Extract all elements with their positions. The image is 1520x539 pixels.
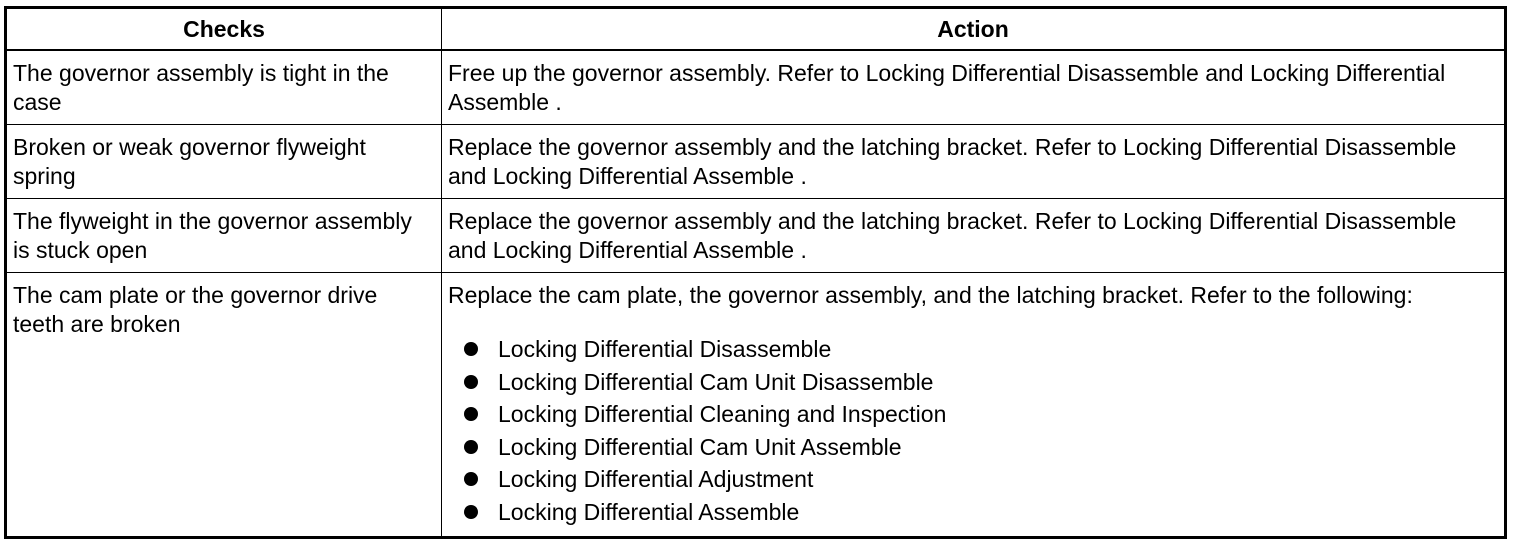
reference-list xyxy=(448,333,1497,529)
action-cell: Replace the governor assembly and the latching bracket. Refer to Locking Differential Disassemble and Locking Differential Assemble . xyxy=(442,125,1506,199)
header-action: Action xyxy=(442,8,1506,51)
header-checks: Checks xyxy=(6,8,442,51)
action-cell-with-list xyxy=(442,273,1506,538)
list-item-text: Locking Differential Disassemble xyxy=(498,336,832,362)
check-cell: The governor assembly is tight in the case xyxy=(6,50,442,125)
table-row xyxy=(6,50,1506,125)
bullet-icon xyxy=(464,505,478,519)
action-cell: Replace the governor assembly and the latching bracket. Refer to Locking Differential Disassemble and Locking Differential Assemble . xyxy=(442,199,1506,273)
diagnostic-table xyxy=(4,6,1507,539)
bullet-icon xyxy=(464,375,478,389)
check-cell: Broken or weak governor flyweight spring xyxy=(6,125,442,199)
table-row xyxy=(6,125,1506,199)
bullet-icon xyxy=(464,472,478,486)
list-item xyxy=(464,463,1497,496)
list-item-text: Locking Differential Assemble xyxy=(498,498,800,525)
check-cell: The cam plate or the governor drive teeth are broken xyxy=(6,273,442,538)
bullet-icon xyxy=(464,342,478,356)
header-row xyxy=(6,8,1506,51)
list-item xyxy=(464,398,1497,431)
action-text: Replace the cam plate, the governor assembly, and the latching bracket. Refer to the following: xyxy=(448,282,1413,308)
list-item-text: Locking Differential Adjustment xyxy=(498,466,814,493)
list-item-text: Locking Differential Cleaning and Inspection xyxy=(498,401,947,428)
list-item xyxy=(464,496,1497,529)
table-row xyxy=(6,199,1506,273)
bullet-icon xyxy=(464,440,478,454)
list-item xyxy=(464,333,1497,366)
list-item-text: Locking Differential Cam Unit Assemble xyxy=(498,433,902,460)
table-row xyxy=(6,273,1506,538)
list-item xyxy=(464,431,1497,464)
check-cell: The flyweight in the governor assembly is stuck open xyxy=(6,199,442,273)
list-item xyxy=(464,366,1497,399)
action-cell: Free up the governor assembly. Refer to Locking Differential Disassemble and Locking Differential Assemble . xyxy=(442,50,1506,125)
list-item-text: Locking Differential Cam Unit Disassemble xyxy=(498,368,934,395)
bullet-icon xyxy=(464,407,478,421)
